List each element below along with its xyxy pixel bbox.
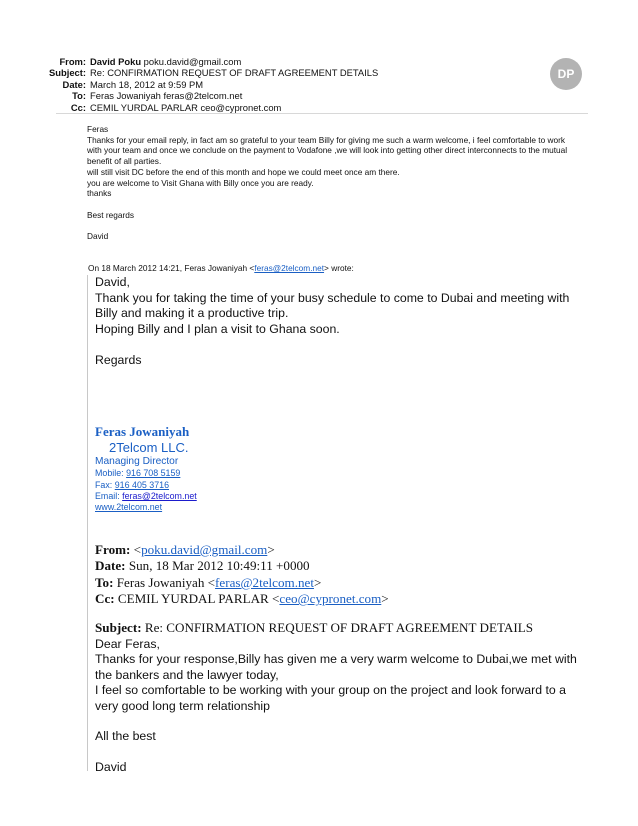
subject-text: Re: CONFIRMATION REQUEST OF DRAFT AGREEMENT DETAILS	[90, 67, 379, 79]
quoted-closing: Regards	[95, 352, 142, 367]
forwarded-to: To: Feras Jowaniyah <feras@2telcom.net>	[95, 574, 322, 590]
forwarded-cc: Cc: CEMIL YURDAL PARLAR <ceo@cypronet.com>	[95, 591, 389, 607]
forwarded-from: From: <poku.david@gmail.com>	[95, 542, 275, 557]
email-header	[0, 56, 520, 113]
original-paragraph: I feel so comfortable to be working with your group on the project and look forward to a very good long term relationship	[95, 683, 566, 713]
from-row	[0, 56, 520, 67]
reply-closing: Best regards	[87, 209, 135, 220]
cc-text[interactable]: CEMIL YURDAL PARLAR ceo@cypronet.com	[90, 101, 282, 113]
cc-label: Cc:	[70, 101, 86, 113]
reply-signature: David	[87, 230, 109, 241]
quoted-paragraph: Hoping Billy and I plan a visit to Ghana soon.	[95, 321, 340, 336]
original-signature: David	[95, 760, 127, 775]
forwarded-header	[95, 542, 585, 636]
forwarded-subject: Subject: Re: CONFIRMATION REQUEST OF DRAFT AGREEMENT DETAILS	[95, 619, 533, 635]
to-label: To:	[72, 90, 86, 102]
email-link[interactable]: feras@2telcom.net	[122, 491, 197, 501]
reply-line: will still visit DC before the end of this month and hope we could meet once am there.	[87, 166, 400, 177]
avatar: DP	[550, 58, 582, 90]
forwarded-date: Date: Sun, 18 Mar 2012 10:49:11 +0000	[95, 558, 310, 574]
reply-paragraph: Thanks for your email reply, in fact am so grateful to your team Billy for giving me such a warm welcome, i feel comfortable to work with your team and once we conclude on the payment to Vodafone ,we will look into getting other direct interconnects to the mutual benefit of all parties.	[87, 134, 568, 167]
original-closing: All the best	[95, 729, 156, 744]
header-divider	[56, 113, 588, 114]
original-message	[95, 637, 585, 776]
to-row	[0, 90, 520, 101]
date-row	[0, 79, 520, 90]
quote-bar	[87, 275, 88, 771]
signature-fax: Fax: 916 405 3716	[95, 479, 170, 490]
original-greeting: Dear Feras,	[95, 637, 160, 651]
subject-row	[0, 67, 520, 78]
signature-email: Email: feras@2telcom.net	[95, 491, 197, 501]
reply-greeting: Feras	[87, 124, 109, 134]
reply-line: you are welcome to Visit Ghana with Billy once you are ready.	[87, 177, 314, 188]
signature-company: 2Telcom LLC.	[109, 440, 189, 455]
original-paragraph: Thanks for your response,Billy has given me a very warm welcome to Dubai,we met with the bankers and the lawyer today,	[95, 652, 577, 682]
subject-label: Subject:	[49, 67, 86, 79]
quoted-greeting: David,	[95, 275, 130, 289]
date-label: Date:	[62, 78, 86, 90]
quote-email-link[interactable]: feras@2telcom.net	[254, 263, 325, 273]
forwarded-cc-email[interactable]: ceo@cypronet.com	[279, 591, 382, 607]
from-label: From:	[59, 56, 86, 67]
signature-mobile: Mobile: 916 708 5159	[95, 468, 181, 479]
signature-name: Feras Jowaniyah	[95, 424, 190, 439]
quote-attribution: On 18 March 2012 14:21, Feras Jowaniyah <feras@2telcom.net> wrote:	[88, 263, 354, 273]
website-link[interactable]: www.2telcom.net	[95, 502, 163, 513]
reply-line: thanks	[87, 188, 112, 199]
forwarded-to-email[interactable]: feras@2telcom.net	[215, 574, 314, 590]
date-text: March 18, 2012 at 9:59 PM	[90, 78, 204, 90]
to-text[interactable]: Feras Jowaniyah feras@2telcom.net	[90, 90, 243, 102]
forwarded-from-email[interactable]: poku.david@gmail.com	[141, 542, 268, 557]
signature-block	[95, 424, 197, 514]
sender-name: David Poku	[90, 56, 142, 67]
signature-title: Managing Director	[95, 456, 179, 467]
reply-body	[87, 124, 582, 242]
quoted-paragraph: Thank you for taking the time of your busy schedule to come to Dubai and meeting with Billy and making it a productive trip.	[95, 290, 570, 321]
mobile-link[interactable]: 916 708 5159	[126, 468, 181, 479]
quoted-message	[95, 275, 585, 368]
fax-link[interactable]: 916 405 3716	[114, 479, 170, 490]
cc-row	[0, 102, 520, 113]
sender-email[interactable]: poku.david@gmail.com	[143, 56, 242, 67]
